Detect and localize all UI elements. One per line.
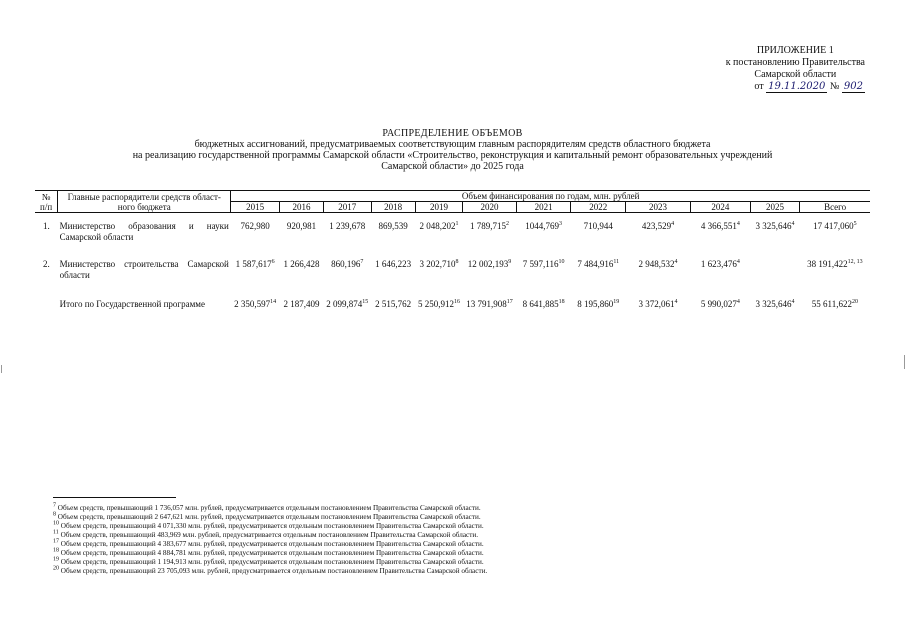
year-header: 2017 [324,202,371,213]
cell-value: 3 202,710 [419,259,456,269]
handwritten-date: 19.11.2020 [768,81,826,92]
cell-value: 1 623,476 [700,259,737,269]
cell-value: 5 990,027 [700,299,737,309]
footnote-number: 17 [53,538,59,545]
total-row [35,289,870,310]
cell-value: 55 611,622 [811,299,852,309]
value-cell [800,213,870,252]
footnote-ref: 12, 13 [847,259,863,265]
cell-value: 1 789,715 [470,221,507,231]
value-cell [463,251,517,289]
footnote-ref: 4 [674,259,678,265]
footnote-line [53,513,613,522]
value-cell [371,251,415,289]
document-subtitle-3: Самарской области» до 2025 года [381,161,524,172]
footnote-line [53,531,613,540]
table-row [35,213,870,252]
footnote-text: Объем средств, превышающий 4 383,677 млн. рублей, предусматривается отдельным постановлением Правительства Самарской области. [59,540,484,548]
cell-value: 1 239,678 [329,221,366,231]
value-cell [571,289,626,310]
cell-value: 17 417,060 [813,221,854,231]
value-cell [691,251,751,289]
footnote-ref: 2 [506,221,510,227]
value-cell [371,289,415,310]
year-header: 2023 [626,202,691,213]
appendix-block [726,45,865,93]
value-cell [415,251,462,289]
value-cell [800,289,870,310]
cell-value: 920,981 [286,221,317,231]
row-number: 1. [42,221,50,231]
cell-value: 1 587,617 [235,259,272,269]
cell-value: 2 048,202 [419,221,456,231]
footnote-number: 10 [53,520,59,527]
appendix-date-line [726,81,865,93]
table-row [35,251,870,289]
value-cell [279,251,323,289]
value-cell [324,289,371,310]
year-header: 2016 [279,202,323,213]
value-cell [626,213,691,252]
cell-value: 7 597,116 [522,259,559,269]
value-cell [691,213,751,252]
appendix-title: ПРИЛОЖЕНИЕ 1 [756,45,834,56]
footnote-ref: 4 [736,221,740,227]
footnote-ref: 4 [671,221,675,227]
value-cell [571,213,626,252]
row-name: Министерство образования и науки Самарской области [59,221,229,242]
cell-value: 869,539 [378,221,408,231]
footnote-line [53,504,613,513]
year-header: 2020 [463,202,517,213]
value-cell [231,251,279,289]
value-cell [691,289,751,310]
cell-value: 12 002,193 [467,259,509,269]
value-cell [750,251,799,289]
footnote-ref: 4 [791,221,795,227]
footnote-line [53,540,613,549]
footnote-line [53,522,613,531]
cell-value: 13 791,908 [466,299,507,309]
value-cell [371,213,415,252]
footnote-number: 8 [53,511,56,518]
cell-value: 5 250,912 [418,299,455,309]
year-header: 2019 [415,202,462,213]
row-number: 2. [42,259,50,269]
cell-value: 38 191,422 [807,259,848,269]
value-cell [626,251,691,289]
footnote-ref: 8 [455,259,459,265]
table-body [35,213,870,311]
cell-value: 1 266,428 [283,259,320,269]
value-cell [231,289,279,310]
handwritten-number: 902 [843,81,863,92]
footnote-line [53,558,613,567]
cell-value: 3 325,646 [755,299,792,309]
document-title-block [0,128,905,172]
row-name: Министерство строительства Самарской области [59,259,229,280]
footnote-ref: 11 [613,259,620,265]
value-cell [415,213,462,252]
footnote-ref: 17 [506,299,513,305]
cell-value: 2 187,409 [283,299,320,309]
footnote-text: Объем средств, превышающий 1 736,057 млн. рублей, предусматривается отдельным постановлением Правительства Самарской области. [56,504,481,512]
cell-value: 762,980 [240,221,270,231]
year-header: Всего [800,202,870,213]
footnote-text: Объем средств, превышающий 483,969 млн. рублей, предусматривается отдельным постановлением Правительства Самарской области. [58,531,479,539]
value-cell [626,289,691,310]
footnote-ref: 3 [559,221,562,227]
footnote-text: Объем средств, превышающий 23 705,093 млн. рублей, предусматривается отдельным постановлением Правительства Самарской области. [59,567,488,575]
footnote-ref: 20 [851,299,858,305]
footnote-ref: 18 [558,299,565,305]
cell-value: 4 366,551 [700,221,737,231]
cell-value: 7 484,916 [577,259,614,269]
year-header: 2015 [231,202,279,213]
year-header: 2018 [371,202,415,213]
footnote-number: 20 [53,565,59,572]
footnote-ref: 4 [791,299,795,305]
footnote-ref: 9 [508,259,512,265]
footnote-text: Объем средств, превышающий 2 647,621 млн. рублей, предусматривается отдельным постановлением Правительства Самарской области. [56,513,481,521]
value-cell [516,213,571,252]
footnote-ref: 7 [360,259,364,265]
value-cell [463,213,517,252]
value-cell [324,213,371,252]
cell-value: 860,196 [331,259,361,269]
footnote-text: Объем средств, превышающий 4 884,781 млн. рублей, предусматривается отдельным постановлением Правительства Самарской области. [59,549,484,557]
cell-value: 710,944 [583,221,613,231]
footnotes [53,504,613,576]
funding-table [35,190,870,310]
value-cell [231,213,279,252]
appendix-subtitle: к постановлению Правительства [725,57,865,68]
cell-value: 2 515,762 [375,299,412,309]
footnote-line [53,549,613,558]
year-header: 2025 [750,202,799,213]
footnote-ref: 1 [455,221,459,227]
value-cell [463,289,517,310]
value-cell [571,251,626,289]
number-label: № [829,81,840,92]
cell-value: 3 325,646 [755,221,792,231]
footnote-ref: 16 [454,299,461,305]
value-cell [324,251,371,289]
cell-value: 3 372,061 [638,299,675,309]
year-header: 2021 [516,202,571,213]
value-cell [800,251,870,289]
value-cell [516,251,571,289]
cell-value: 8 641,885 [522,299,559,309]
value-cell [750,289,799,310]
footnote-ref: 10 [558,259,565,265]
footnote-number: 7 [53,502,56,509]
cell-value: 1 646,223 [375,259,412,269]
footnote-text: Объем средств, превышающий 4 071,330 млн. рублей, предусматривается отдельным постановлением Правительства Самарской области. [59,522,484,530]
footnote-text: Объем средств, превышающий 1 194,913 млн. рублей, предусматривается отдельным постановлением Правительства Самарской области. [59,558,484,566]
year-header: 2022 [571,202,626,213]
col-num-header: № п/п [35,191,58,213]
footnote-number: 19 [53,556,59,563]
cell-value: 2 948,532 [638,259,675,269]
cell-value: 423,529 [641,221,672,231]
footnote-ref: 19 [613,299,620,305]
footnote-ref: 4 [736,259,740,265]
footnote-number: 18 [53,547,59,554]
value-cell [279,213,323,252]
value-cell [279,289,323,310]
footnote-ref: 4 [736,299,740,305]
footnote-line [53,567,613,576]
total-num-cell [35,289,58,310]
footnote-ref: 5 [853,221,857,227]
appendix-region: Самарской области [754,69,837,80]
document-subtitle-1: бюджетных ассигнований, предусматриваемых соответствующим главным распорядителям средств областного бюджета [194,139,711,150]
col-name-header: Главные распорядители средств област- ного бюджета [58,191,231,213]
year-header: 2024 [691,202,751,213]
scan-mark [1,365,2,373]
footnote-ref: 6 [271,259,275,265]
footnote-rule [53,497,176,498]
document-title: РАСПРЕДЕЛЕНИЕ ОБЪЕМОВ [382,128,523,139]
cell-value: 1044,769 [525,221,559,231]
value-cell [415,289,462,310]
value-cell [516,289,571,310]
cell-value: 2 350,597 [234,299,271,309]
total-label: Итого по Государственной программе [59,299,205,309]
cell-value: 2 099,874 [326,299,363,309]
cell-value: 8 195,860 [577,299,614,309]
funding-group-header: Объем финансирования по годам, млн. рублей [231,191,870,202]
footnote-ref: 14 [270,299,277,305]
footnote-ref: 4 [674,299,678,305]
from-label: от [754,81,764,92]
value-cell [750,213,799,252]
footnote-number: 11 [53,529,59,536]
footnote-ref: 15 [362,299,369,305]
document-subtitle-2: на реализацию государственной программы Самарской области «Строительство, реконструкция и капитальный ремонт образовательных учреждений [132,150,773,161]
